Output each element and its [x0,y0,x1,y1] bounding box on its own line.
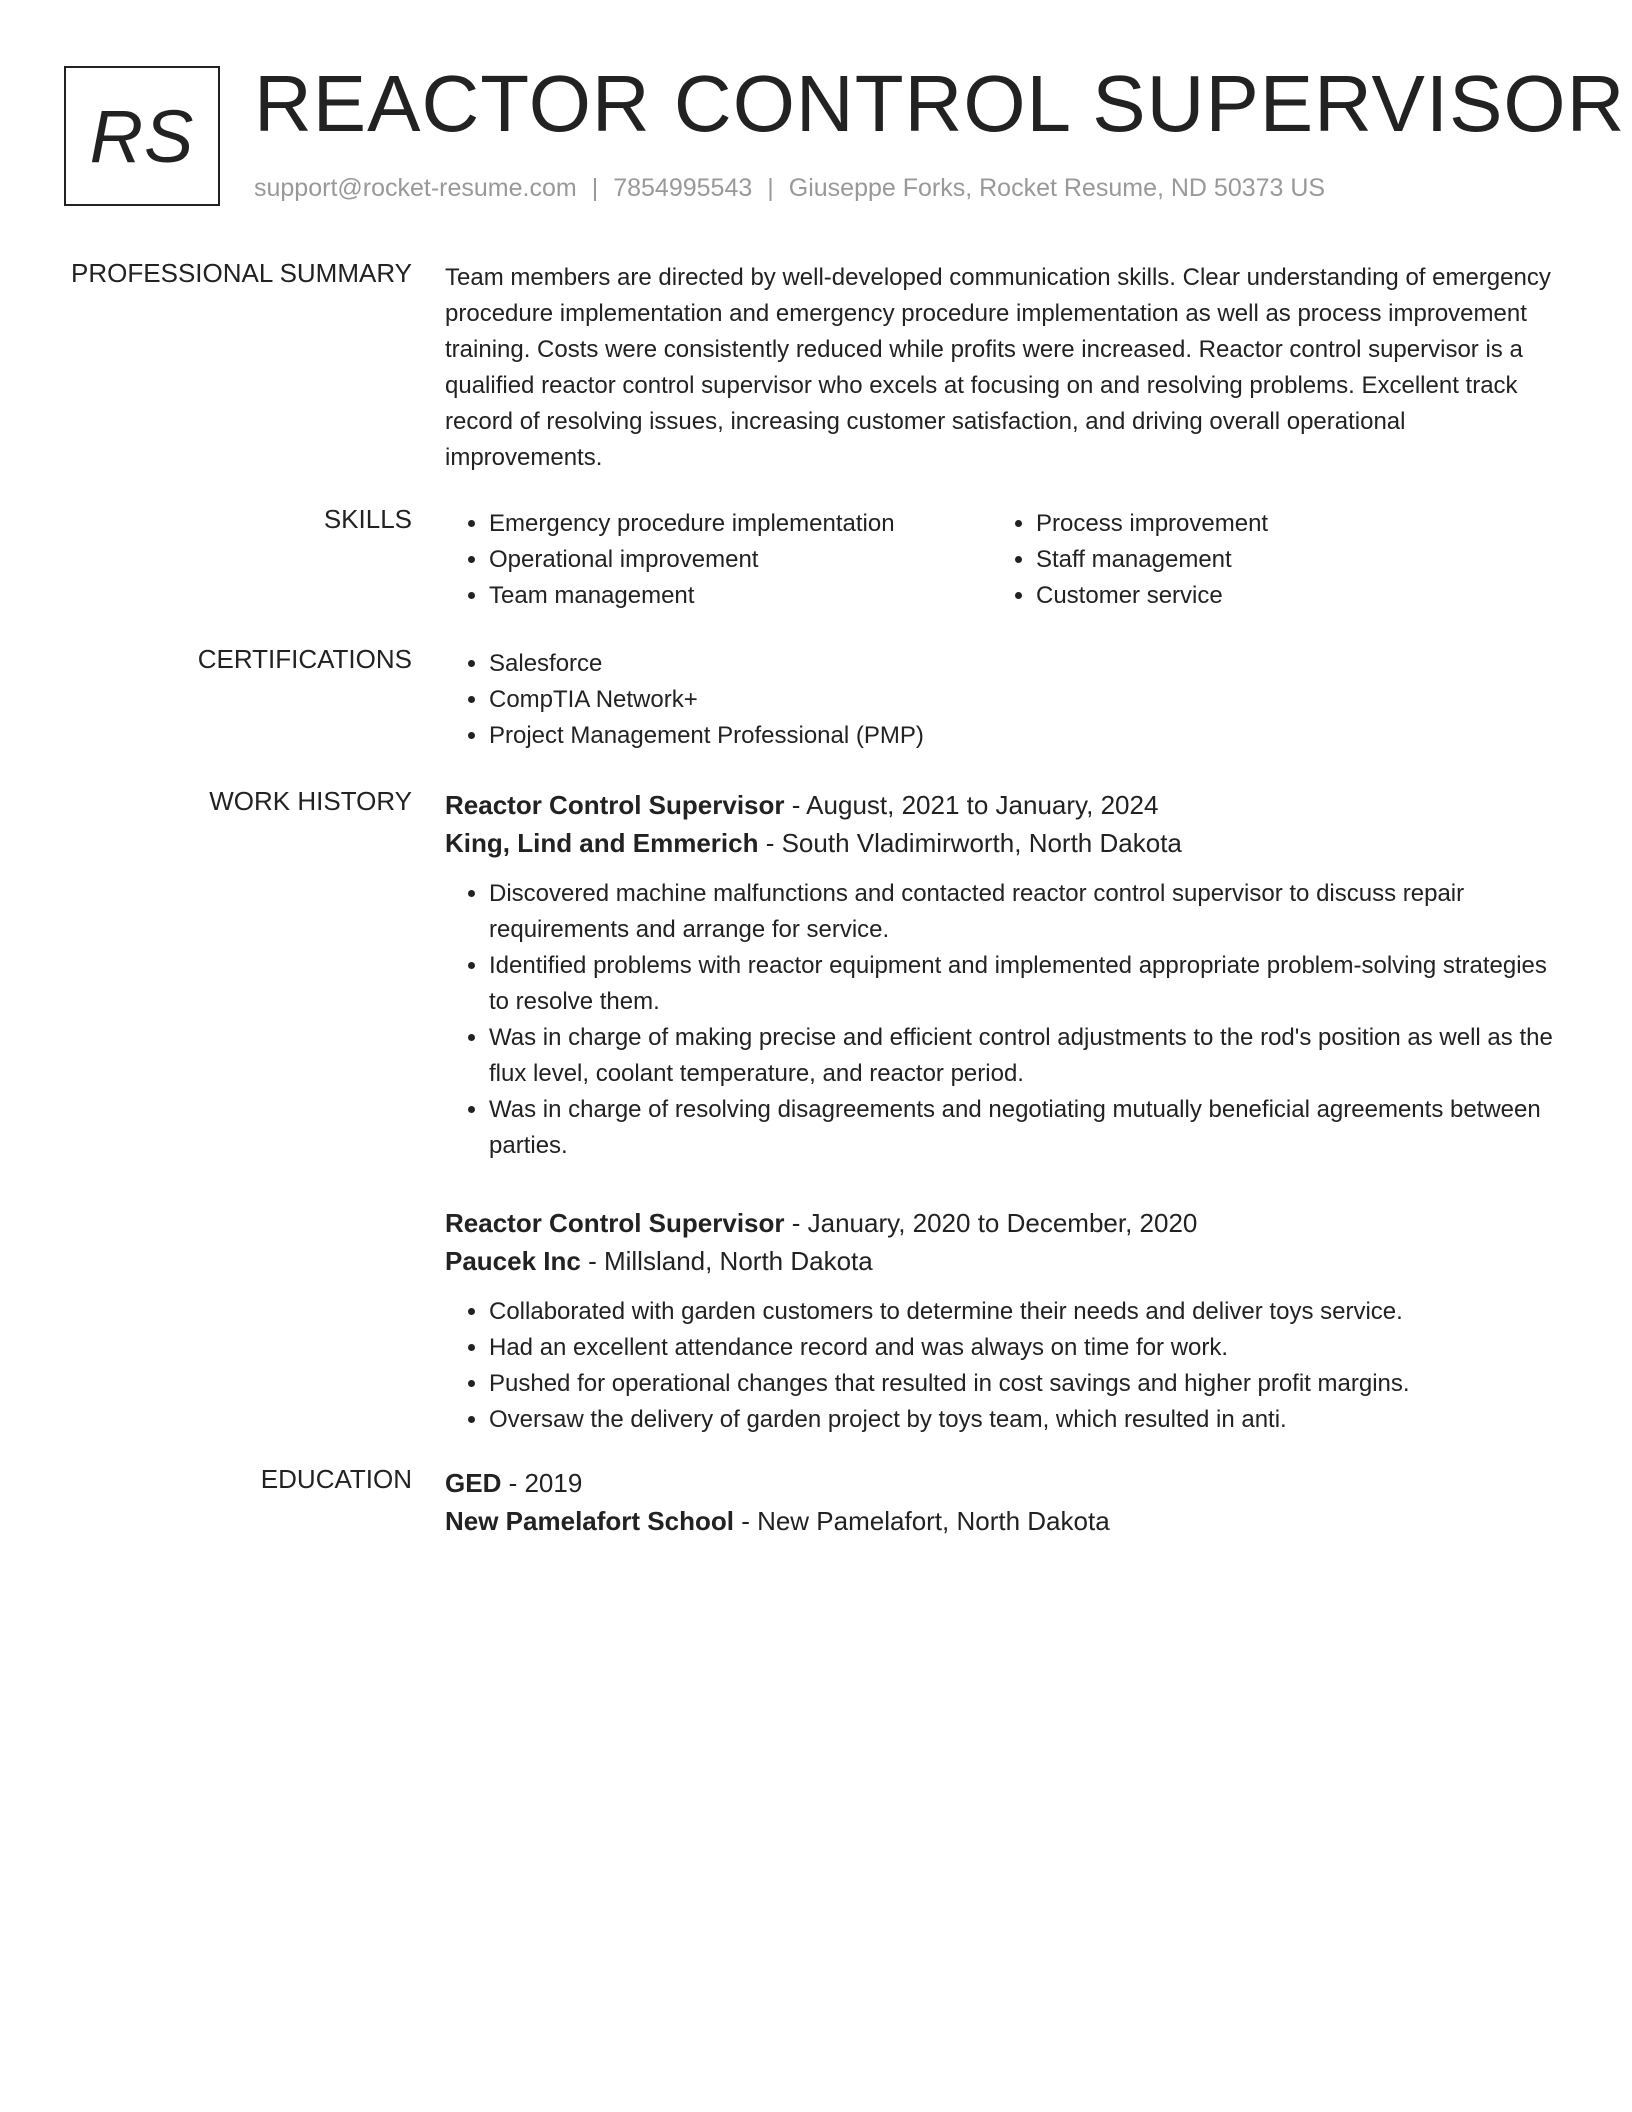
resume-title: REACTOR CONTROL SUPERVISOR [254,59,1626,148]
section-label-education: EDUCATION [260,1464,412,1494]
job-duty: • Collaborated with garden customers to determine their needs and deliver toys service. [489,1294,1565,1330]
job-entry [445,786,1565,1164]
contact-separator: | [591,174,599,202]
school-name: New Pamelafort School [445,1506,734,1536]
job-title: Reactor Control Supervisor [445,790,785,820]
skills-list-right [992,506,1539,614]
contact-email[interactable]: support@rocket-resume.com [254,174,577,202]
job-title-line [445,1204,1565,1242]
skill-item: • Team management [489,578,992,614]
contact-line [254,174,1325,203]
job-company: King, Lind and Emmerich [445,828,759,858]
contact-phone[interactable]: 7854995543 [613,174,753,202]
job-company-line [445,1242,1565,1280]
skill-item: • Customer service [1036,578,1539,614]
certification-item: • CompTIA Network+ [489,682,1565,718]
job-duty: • Was in charge of resolving disagreements and negotiating mutually beneficial agreements between parties. [489,1092,1565,1164]
skill-item: • Process improvement [1036,506,1539,542]
certification-item: • Project Management Professional (PMP) [489,718,1565,754]
job-duties-list [445,876,1565,1164]
school-location: - New Pamelafort, North Dakota [733,1506,1110,1536]
degree: GED [445,1468,502,1498]
job-dates: - August, 2021 to January, 2024 [784,790,1159,820]
section-label-certifications: CERTIFICATIONS [197,644,412,674]
job-title-line [445,786,1565,824]
skill-item: • Staff management [1036,542,1539,578]
school-line [445,1502,1565,1540]
job-location: - Millsland, North Dakota [580,1246,873,1276]
degree-line [445,1464,1565,1502]
summary-text: Team members are directed by well-developed communication skills. Clear understanding of emergency procedure implementation and emergency procedure implementation as well as process improvement training. Costs were consistently reduced while profits were increased. Reactor control supervisor is a qualified reactor control supervisor who excels at focusing on and resolving problems. Excellent track record of resolving issues, increasing customer satisfaction, and driving overall operational improvements. [445,264,1551,471]
job-entry [445,1204,1565,1438]
contact-address: Giuseppe Forks, Rocket Resume, ND 50373 US [788,174,1326,202]
skill-item: • Operational improvement [489,542,992,578]
job-company-line [445,824,1565,862]
job-duty: • Discovered machine malfunctions and contacted reactor control supervisor to discuss repair requirements and arrange for service. [489,876,1565,948]
section-label-skills: SKILLS [323,504,412,534]
job-duty: • Pushed for operational changes that resulted in cost savings and higher profit margins. [489,1366,1565,1402]
section-label-summary: PROFESSIONAL SUMMARY [71,258,412,288]
skills-list-left [445,506,992,614]
skill-item: • Emergency procedure implementation [489,506,992,542]
contact-separator: | [767,174,774,202]
job-company: Paucek Inc [445,1246,581,1276]
job-duties-list [445,1294,1565,1438]
job-location: - South Vladimirworth, North Dakota [758,828,1182,858]
job-duty: • Identified problems with reactor equipment and implemented appropriate problem-solving strategies to resolve them. [489,948,1565,1020]
degree-year: - 2019 [501,1468,583,1498]
monogram-logo: RS [64,66,220,206]
certifications-list [445,646,1565,754]
job-title: Reactor Control Supervisor [445,1208,785,1238]
job-duty: • Oversaw the delivery of garden project by toys team, which resulted in anti. [489,1402,1565,1438]
certification-item: • Salesforce [489,646,1565,682]
job-duty: • Had an excellent attendance record and was always on time for work. [489,1330,1565,1366]
job-dates: - January, 2020 to December, 2020 [784,1208,1198,1238]
job-duty: • Was in charge of making precise and efficient control adjustments to the rod's position as well as the flux level, coolant temperature, and reactor period. [489,1020,1565,1092]
section-label-work-history: WORK HISTORY [209,786,412,816]
